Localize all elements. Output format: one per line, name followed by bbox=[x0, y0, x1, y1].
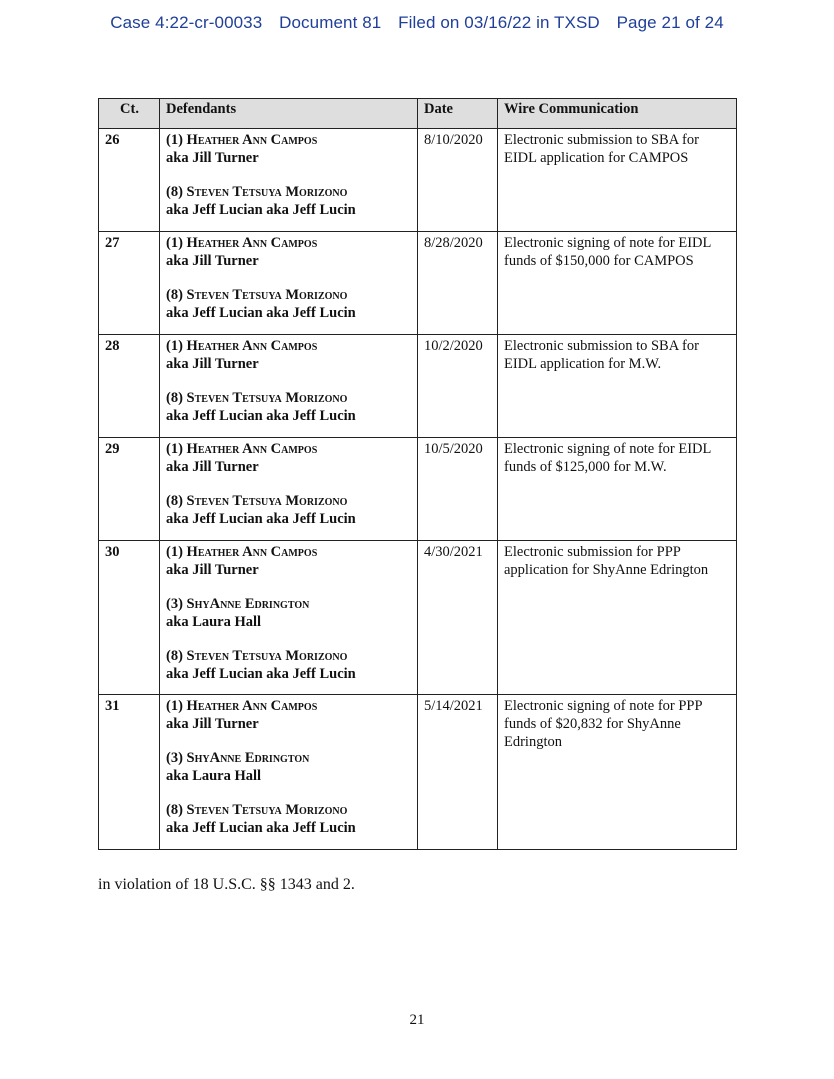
defendant-entry bbox=[166, 286, 412, 322]
defendant-entry bbox=[166, 131, 412, 167]
wire-date: 8/10/2020 bbox=[418, 129, 498, 232]
wire-communication: Electronic signing of note for EIDL funds of $125,000 for M.W. bbox=[498, 438, 737, 541]
defendant-name: ShyAnne Edrington bbox=[186, 596, 310, 612]
defendant-entry bbox=[166, 183, 412, 219]
defendants-cell bbox=[160, 232, 418, 335]
defendant-alias: aka Laura Hall bbox=[166, 614, 262, 630]
defendants-cell bbox=[160, 438, 418, 541]
defendant-number: (1) bbox=[166, 544, 183, 560]
defendant-name: Steven Tetsuya Morizono bbox=[186, 287, 348, 303]
wire-date: 5/14/2021 bbox=[418, 695, 498, 850]
column-header-defendants: Defendants bbox=[160, 99, 418, 129]
defendants-cell bbox=[160, 695, 418, 850]
defendant-alias: aka Jeff Lucian aka Jeff Lucin bbox=[166, 408, 356, 424]
defendant-entry bbox=[166, 543, 412, 579]
defendant-number: (8) bbox=[166, 287, 183, 303]
defendants-cell bbox=[160, 335, 418, 438]
defendant-alias: aka Jill Turner bbox=[166, 716, 259, 732]
defendant-name: Steven Tetsuya Morizono bbox=[186, 493, 348, 509]
defendant-number: (1) bbox=[166, 338, 183, 354]
column-header-count: Ct. bbox=[99, 99, 160, 129]
defendant-number: (8) bbox=[166, 184, 183, 200]
defendant-entry bbox=[166, 492, 412, 528]
defendant-alias: aka Jill Turner bbox=[166, 562, 259, 578]
defendant-entry bbox=[166, 749, 412, 785]
defendant-name: Steven Tetsuya Morizono bbox=[186, 648, 348, 664]
column-header-wire: Wire Communication bbox=[498, 99, 737, 129]
table-row bbox=[99, 695, 737, 850]
wire-communication: Electronic submission to SBA for EIDL application for CAMPOS bbox=[498, 129, 737, 232]
defendant-alias: aka Jeff Lucian aka Jeff Lucin bbox=[166, 666, 356, 682]
defendant-alias: aka Jeff Lucian aka Jeff Lucin bbox=[166, 202, 356, 218]
defendant-name: Heather Ann Campos bbox=[186, 698, 318, 714]
table-row bbox=[99, 335, 737, 438]
defendant-entry bbox=[166, 389, 412, 425]
defendant-name: Steven Tetsuya Morizono bbox=[186, 390, 348, 406]
page-number: 21 bbox=[409, 1012, 425, 1028]
defendant-entry bbox=[166, 337, 412, 373]
page-indicator: Page 21 of 24 bbox=[616, 13, 724, 32]
wire-communication: Electronic signing of note for PPP funds of $20,832 for ShyAnne Edrington bbox=[498, 695, 737, 850]
court-filing-header bbox=[0, 13, 834, 33]
defendant-entry bbox=[166, 440, 412, 476]
defendant-number: (8) bbox=[166, 390, 183, 406]
wire-communication: Electronic signing of note for EIDL funds of $150,000 for CAMPOS bbox=[498, 232, 737, 335]
defendant-name: Heather Ann Campos bbox=[186, 132, 318, 148]
defendant-alias: aka Jeff Lucian aka Jeff Lucin bbox=[166, 511, 356, 527]
defendant-number: (8) bbox=[166, 648, 183, 664]
defendant-number: (8) bbox=[166, 802, 183, 818]
count-number: 27 bbox=[99, 232, 160, 335]
defendant-entry bbox=[166, 801, 412, 837]
defendant-alias: aka Jeff Lucian aka Jeff Lucin bbox=[166, 305, 356, 321]
column-header-date: Date bbox=[418, 99, 498, 129]
count-number: 29 bbox=[99, 438, 160, 541]
defendant-alias: aka Jill Turner bbox=[166, 150, 259, 166]
count-number: 26 bbox=[99, 129, 160, 232]
wire-date: 10/2/2020 bbox=[418, 335, 498, 438]
defendant-number: (8) bbox=[166, 493, 183, 509]
closing-statement: in violation of 18 U.S.C. §§ 1343 and 2. bbox=[98, 876, 355, 893]
table-row bbox=[99, 541, 737, 695]
defendant-number: (1) bbox=[166, 132, 183, 148]
defendants-cell bbox=[160, 541, 418, 695]
defendant-number: (1) bbox=[166, 235, 183, 251]
defendant-alias: aka Laura Hall bbox=[166, 768, 262, 784]
defendant-name: Heather Ann Campos bbox=[186, 338, 318, 354]
defendant-number: (3) bbox=[166, 596, 183, 612]
defendants-cell bbox=[160, 129, 418, 232]
wire-communication: Electronic submission to SBA for EIDL application for M.W. bbox=[498, 335, 737, 438]
defendant-name: Heather Ann Campos bbox=[186, 544, 318, 560]
defendant-name: Heather Ann Campos bbox=[186, 235, 318, 251]
defendant-number: (1) bbox=[166, 441, 183, 457]
defendant-name: ShyAnne Edrington bbox=[186, 750, 310, 766]
defendant-alias: aka Jill Turner bbox=[166, 253, 259, 269]
wire-date: 8/28/2020 bbox=[418, 232, 498, 335]
wire-date: 10/5/2020 bbox=[418, 438, 498, 541]
defendant-entry bbox=[166, 595, 412, 631]
wire-communication: Electronic submission for PPP application for ShyAnne Edrington bbox=[498, 541, 737, 695]
count-number: 31 bbox=[99, 695, 160, 850]
case-number: Case 4:22-cr-00033 bbox=[110, 13, 263, 32]
defendant-alias: aka Jill Turner bbox=[166, 356, 259, 372]
defendant-entry bbox=[166, 234, 412, 270]
table-header-row bbox=[99, 99, 737, 129]
defendant-number: (1) bbox=[166, 698, 183, 714]
filed-date: Filed on 03/16/22 in TXSD bbox=[398, 13, 600, 32]
count-number: 28 bbox=[99, 335, 160, 438]
table-row bbox=[99, 438, 737, 541]
defendant-entry bbox=[166, 647, 412, 683]
document-number: Document 81 bbox=[279, 13, 382, 32]
defendant-name: Steven Tetsuya Morizono bbox=[186, 184, 348, 200]
defendant-alias: aka Jill Turner bbox=[166, 459, 259, 475]
defendant-entry bbox=[166, 697, 412, 733]
defendant-name: Heather Ann Campos bbox=[186, 441, 318, 457]
counts-table bbox=[98, 98, 737, 850]
defendant-number: (3) bbox=[166, 750, 183, 766]
defendant-alias: aka Jeff Lucian aka Jeff Lucin bbox=[166, 820, 356, 836]
count-number: 30 bbox=[99, 541, 160, 695]
wire-date: 4/30/2021 bbox=[418, 541, 498, 695]
table-row bbox=[99, 129, 737, 232]
table-row bbox=[99, 232, 737, 335]
defendant-name: Steven Tetsuya Morizono bbox=[186, 802, 348, 818]
